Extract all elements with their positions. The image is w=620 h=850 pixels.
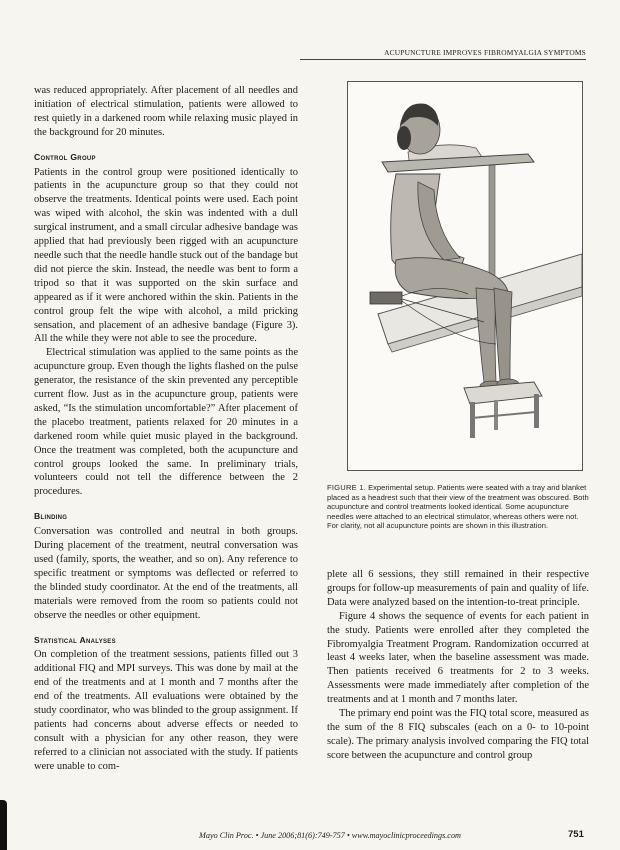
patient-right-leg	[494, 288, 512, 380]
right-paragraph-2: Figure 4 shows the sequence of events for each patient in the study. Patients were enrolled after they completed the Fibromyalgia Treatment Program. Randomization occurred at least 4 weeks later, when the baseline assessment was made. Then patients received 6 treatments for 2 to 3 weeks. Assessments were made immediately after completion of the treatments and at 1 month and 7 months later.	[327, 610, 589, 706]
blinding-heading: Blinding	[34, 511, 68, 522]
control-group-heading: Control Group	[34, 151, 96, 162]
intro-paragraph: was reduced appropriately. After placement of all needles and initiation of electrical stimulation, patients were allowed to rest quietly in a darkened room while relaxing music played in the background for 20 minutes.	[34, 85, 298, 138]
blinding-paragraph: Conversation was controlled and neutral in both groups. During placement of the treatment, neutral conversation was used (family, sports, the weather, and so on). Any reference to specific treatment or symptoms was deflected or referred to the blinded study coordinator. At the end of the treatments, all materials were removed from the room so patients could not observe the needles or other equipment.	[34, 526, 298, 621]
footstool-top	[464, 382, 542, 404]
figure-caption	[327, 483, 589, 531]
figure-caption-label: FIGURE 1.	[327, 483, 366, 492]
left-column	[34, 84, 298, 774]
experimental-setup-drawing	[348, 82, 582, 470]
scan-edge-mark	[0, 800, 7, 850]
footstool-brace	[472, 412, 536, 418]
running-head: ACUPUNCTURE IMPROVES FIBROMYALGIA SYMPTOMS	[300, 48, 586, 60]
footer-citation: Mayo Clin Proc. • June 2006;81(6):749-757 • www.mayoclinicproceedings.com	[199, 831, 461, 840]
right-paragraph-3: The primary end point was the FIQ total score, measured as the sum of the 8 FIQ subscales (each on a 0- to 10-point scale). The primary analysis involved comparing the FIQ total score between the acupuncture and control group	[327, 708, 589, 761]
patient-left-leg	[476, 288, 496, 382]
figure-caption-text: Experimental setup. Patients were seated with a tray and blanket placed as a headrest such that their view of the treatment was obscured. Both acupuncture and control treatments looked identical. Some acupuncture needles were attached to an electrical stimulator, whereas others were not. For clarity, not all acupuncture points are shown in this illustration.	[327, 483, 589, 531]
statistical-analyses-paragraph: On completion of the treatment sessions, patients filled out 3 additional FIQ and MPI surveys. This was done by mail at the end of the treatments and at 1 month and 7 months after the end of the treatments. All evaluations were obtained by the study coordinator, who was blinded to the group assignment. If patients had concerns about adverse effects or needed to consult with a physician for any other reason, they were referred to a clinician not associated with the study. If patients were unable to com-	[34, 649, 298, 772]
control-group-paragraph-2: Electrical stimulation was applied to the same points as the acupuncture group. Even though the lights flashed on the pulse generator, the resistance of the skin prevented any perceptible current flow. Just as in the acupuncture group, patients were asked, “Is the stimulation uncomfortable?” After placement of the placebo treatment, patients relaxed for 20 minutes in a darkened room while quiet music played in the background. Once the treatment was completed, both the acupuncture and control groups looked the same. In preliminary trials, volunteers could not tell the difference between the 2 procedures.	[34, 347, 298, 498]
footstool-leg-1	[470, 402, 475, 438]
patient-ponytail	[397, 126, 411, 150]
footstool-leg-2	[534, 394, 539, 428]
figure-1-illustration	[347, 81, 583, 471]
page-number: 751	[568, 829, 584, 840]
right-column	[327, 568, 589, 763]
statistical-analyses-heading: Statistical Analyses	[34, 634, 116, 645]
electrical-stimulator	[370, 292, 402, 304]
right-paragraph-1: plete all 6 sessions, they still remained in their respective groups for follow-up measurements of pain and quality of life. Data were analyzed based on the intention-to-treat principle.	[327, 569, 589, 608]
control-group-paragraph-1: Patients in the control group were positioned identically to patients in the acupuncture group so that they could not observe the treatments. Identical points were used. Each point was wiped with alcohol, the skin was indented with a dull surgical instrument, and a small circular adhesive bandage was applied that had previously been rigged with an acupuncture needle such that the needle handle stuck out of the bandage but did not pierce the skin. Instead, the needle was bent to form a tripod so that it was supported on the skin surface and appeared as if it were anchored within the skin. Patients in the control group felt the wipe with alcohol, a mild pricking sensation, and placement of an adhesive bandage (Figure 3). All the while they were not able to see the procedure.	[34, 166, 298, 345]
